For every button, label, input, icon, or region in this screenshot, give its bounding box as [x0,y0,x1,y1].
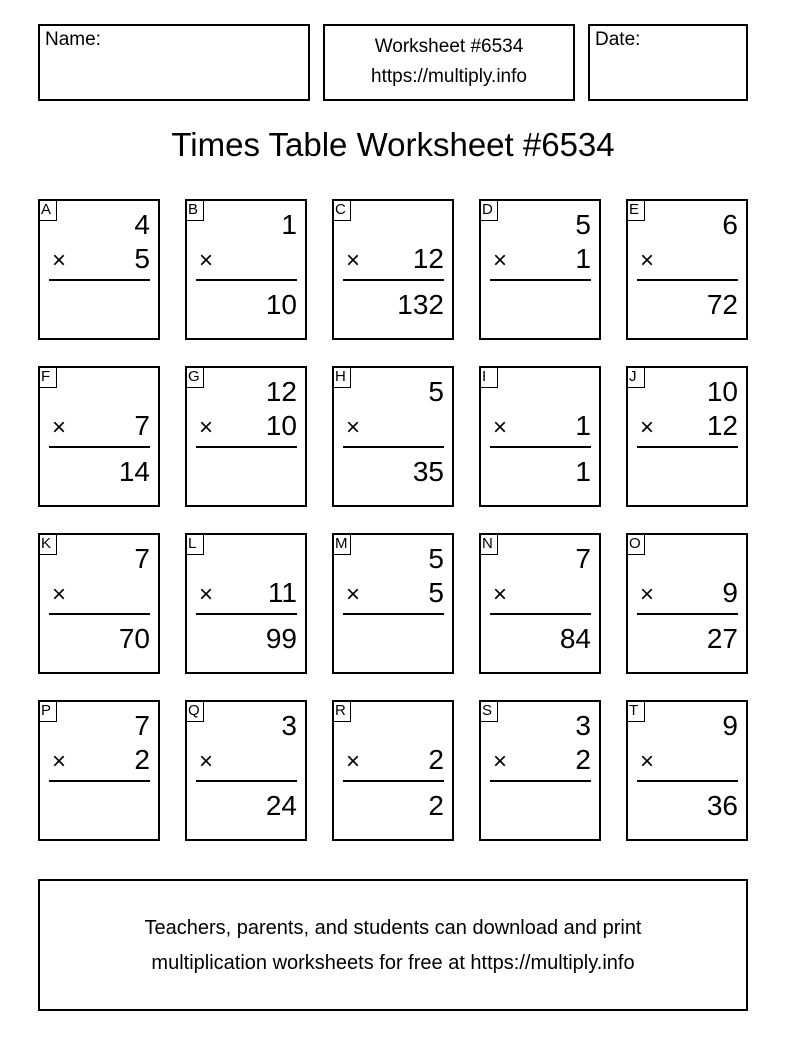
answer-rule [343,279,444,281]
answer-rule [490,613,591,615]
multiply-sign: × [493,748,508,775]
answer-rule [490,279,591,281]
top-number[interactable]: 6 [722,209,738,240]
multiply-sign: × [346,581,361,608]
top-number[interactable]: 7 [575,543,591,574]
problem-k [38,533,160,674]
problem-c [332,199,454,340]
worksheet-number: Worksheet #6534 [374,36,524,57]
footer-line-1: Teachers, parents, and students can download and print [144,917,642,939]
top-number[interactable]: 5 [575,209,591,240]
bottom-number[interactable]: 12 [706,410,738,441]
problem-letter: F [38,366,57,388]
top-number[interactable]: 7 [134,543,150,574]
problem-p [38,700,160,841]
problem-f [38,366,160,507]
problem-m [332,533,454,674]
problem-s [479,700,601,841]
top-number[interactable]: 10 [706,376,738,407]
bottom-number[interactable]: 12 [412,243,444,274]
problem-letter: M [332,533,351,555]
name-field-box[interactable] [38,24,310,101]
multiply-sign: × [199,247,214,274]
answer-rule [196,279,297,281]
top-number[interactable]: 9 [722,710,738,741]
worksheet-url: https://multiply.info [371,66,527,87]
problem-r [332,700,454,841]
multiply-sign: × [493,414,508,441]
answer-rule [196,613,297,615]
bottom-number[interactable]: 2 [134,744,150,775]
multiply-sign: × [493,247,508,274]
problem-letter: E [626,199,645,221]
multiply-sign: × [640,581,655,608]
problem-letter: S [479,700,498,722]
top-number[interactable]: 12 [265,376,297,407]
top-number[interactable]: 3 [281,710,297,741]
bottom-number[interactable]: 9 [722,577,738,608]
problem-letter: Q [185,700,204,722]
worksheet-info-box [323,24,575,101]
problem-i [479,366,601,507]
problem-l [185,533,307,674]
multiply-sign: × [199,414,214,441]
answer-number[interactable]: 14 [118,456,150,487]
answer-rule [196,780,297,782]
multiply-sign: × [493,581,508,608]
top-number[interactable]: 7 [134,710,150,741]
footer-box [38,879,748,1011]
problem-letter: P [38,700,57,722]
problem-letter: R [332,700,351,722]
date-label: Date: [595,29,641,50]
bottom-number[interactable]: 2 [428,744,444,775]
answer-number[interactable]: 84 [559,623,591,654]
problem-a [38,199,160,340]
answer-number[interactable]: 2 [428,790,444,821]
problem-letter: T [626,700,645,722]
problem-h [332,366,454,507]
multiply-sign: × [346,247,361,274]
problem-t [626,700,748,841]
answer-rule [343,780,444,782]
problem-letter: N [479,533,498,555]
problem-n [479,533,601,674]
date-field-box[interactable] [588,24,748,101]
problem-letter: A [38,199,57,221]
bottom-number[interactable]: 5 [428,577,444,608]
answer-rule [49,279,150,281]
bottom-number[interactable]: 7 [134,410,150,441]
answer-number[interactable]: 1 [575,456,591,487]
answer-rule [49,613,150,615]
answer-rule [49,446,150,448]
answer-rule [490,780,591,782]
problem-letter: I [479,366,498,388]
answer-rule [637,446,738,448]
bottom-number[interactable]: 1 [575,410,591,441]
multiply-sign: × [199,748,214,775]
answer-number[interactable]: 24 [265,790,297,821]
problem-letter: J [626,366,645,388]
answer-rule [196,446,297,448]
answer-rule [343,446,444,448]
multiply-sign: × [199,581,214,608]
answer-number[interactable]: 27 [706,623,738,654]
top-number[interactable]: 4 [134,209,150,240]
multiply-sign: × [52,247,67,274]
multiply-sign: × [52,581,67,608]
top-number[interactable]: 5 [428,376,444,407]
answer-number[interactable]: 132 [397,289,444,320]
problem-letter: B [185,199,204,221]
answer-number[interactable]: 70 [118,623,150,654]
answer-number[interactable]: 35 [412,456,444,487]
multiply-sign: × [52,414,67,441]
answer-rule [637,780,738,782]
answer-number[interactable]: 99 [265,623,297,654]
answer-rule [637,279,738,281]
problem-letter: G [185,366,204,388]
problem-letter: O [626,533,645,555]
bottom-number[interactable]: 1 [575,243,591,274]
bottom-number[interactable]: 2 [575,744,591,775]
multiply-sign: × [346,414,361,441]
multiply-sign: × [52,748,67,775]
answer-rule [637,613,738,615]
problem-g [185,366,307,507]
problem-q [185,700,307,841]
multiply-sign: × [640,748,655,775]
problem-letter: C [332,199,351,221]
problem-letter: H [332,366,351,388]
answer-rule [490,446,591,448]
answer-rule [343,613,444,615]
top-number[interactable]: 1 [281,209,297,240]
problem-j [626,366,748,507]
footer-line-2: multiplication worksheets for free at https://multiply.info [151,952,635,974]
answer-number[interactable]: 36 [706,790,738,821]
bottom-number[interactable]: 11 [267,577,297,608]
multiply-sign: × [640,247,655,274]
problem-o [626,533,748,674]
top-number[interactable]: 5 [428,543,444,574]
bottom-number[interactable]: 10 [265,410,297,441]
multiply-sign: × [640,414,655,441]
answer-number[interactable]: 10 [265,289,297,320]
problem-letter: L [185,533,204,555]
problem-letter: D [479,199,498,221]
bottom-number[interactable]: 5 [134,243,150,274]
multiply-sign: × [346,748,361,775]
top-number[interactable]: 3 [575,710,591,741]
answer-number[interactable]: 72 [706,289,738,320]
problem-e [626,199,748,340]
page-title: Times Table Worksheet #6534 [171,126,615,163]
problem-d [479,199,601,340]
name-label: Name: [45,29,101,50]
problem-letter: K [38,533,57,555]
problem-b [185,199,307,340]
answer-rule [49,780,150,782]
